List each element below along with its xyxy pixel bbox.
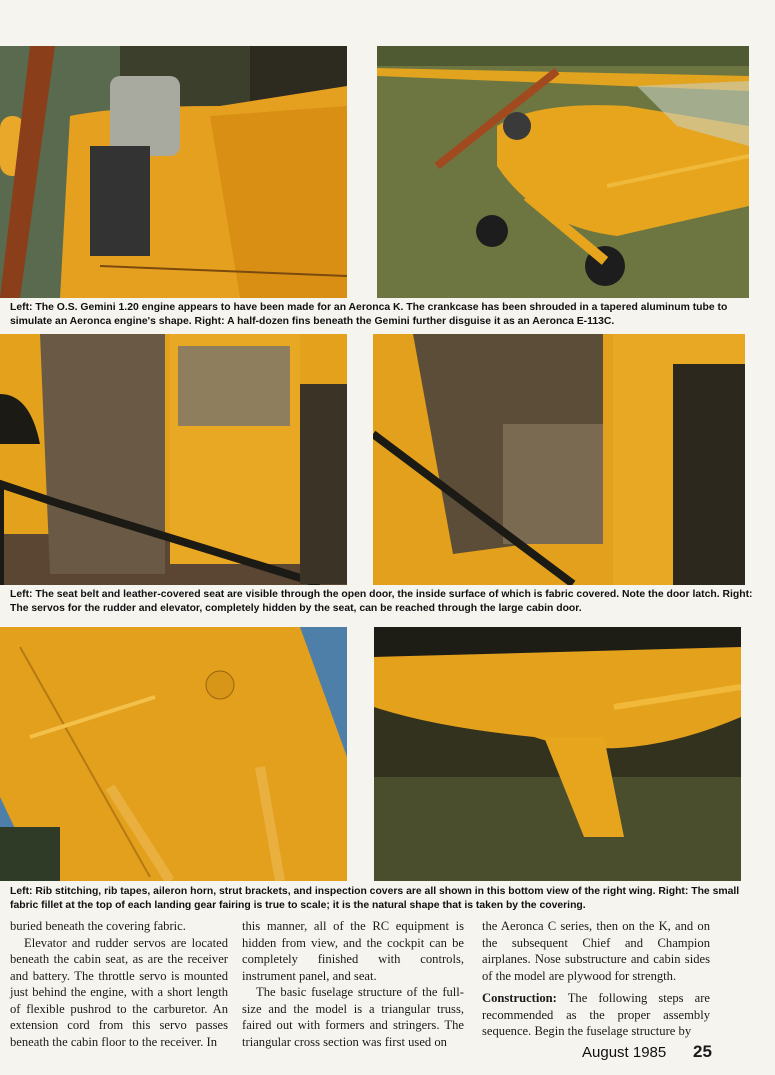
photo-gear-fairing [374, 627, 741, 881]
caption-middle: Left: The seat belt and leather-covered seat are visible through the open door, the inside surface of which is fabric covered. Note the door latch. Right: The servos for the rudder and elevator, completely hidden by the seat, can be reached through the large cabin door. [10, 589, 753, 614]
page-number: 25 [693, 1042, 712, 1061]
construction-paragraph [482, 990, 710, 1040]
body-paragraph: Elevator and rudder servos are located beneath the cabin seat, as are the receiver and battery. The throttle servo is mounted just behind the engine, with a short length of flexible pushrod to the carburetor. An extension cord from this servo passes beneath the cabin floor to the receiver. In [10, 935, 228, 1049]
photo-cabin-door-right [373, 334, 745, 585]
section-heading: Construction: [482, 991, 557, 1005]
body-paragraph: The basic fuselage structure of the full-size and the model is a triangular truss, faired out with formers and stringers. The triangular cross section was first used on [242, 985, 464, 1049]
caption-top: Left: The O.S. Gemini 1.20 engine appears to have been made for an Aeronca K. The crankcase has been shrouded in a tapered aluminum tube to simulate an Aeronca engine's shape. Right: A half-dozen fins beneath the Gemini further disguise it as an Aeronca E-113C. [10, 302, 728, 327]
body-text: The following steps are recommended as the proper assembly sequence. Begin the fuselage structure by [482, 991, 711, 1038]
photo-cabin-door-left [0, 334, 347, 585]
body-paragraph: this manner, all of the RC equipment is hidden from view, and the cockpit can be completely finished with controls, instrument panel, and seat. [242, 919, 464, 983]
body-paragraph: buried beneath the covering fabric. [10, 919, 186, 933]
footer-date: August 1985 [582, 1044, 667, 1061]
body-column-3 [482, 918, 710, 1040]
caption-bottom: Left: Rib stitching, rib tapes, aileron horn, strut brackets, and inspection covers are all shown in this bottom view of the right wing. Right: The small fabric fillet at the top of each landing gear fairing is true to scale; it is the natural shape that is taken by the covering. [10, 886, 740, 911]
photo-wing-bottom [0, 627, 347, 881]
body-column-1 [10, 918, 228, 1050]
body-paragraph: the Aeronca C series, then on the K, and on the subsequent Chief and Champion airplanes. Nose substructure and cabin sides of the model are plywood for strength. [482, 919, 710, 983]
photo-engine-closeup [0, 46, 347, 298]
photo-plane-on-grass [377, 46, 749, 298]
body-column-2 [242, 918, 464, 1050]
